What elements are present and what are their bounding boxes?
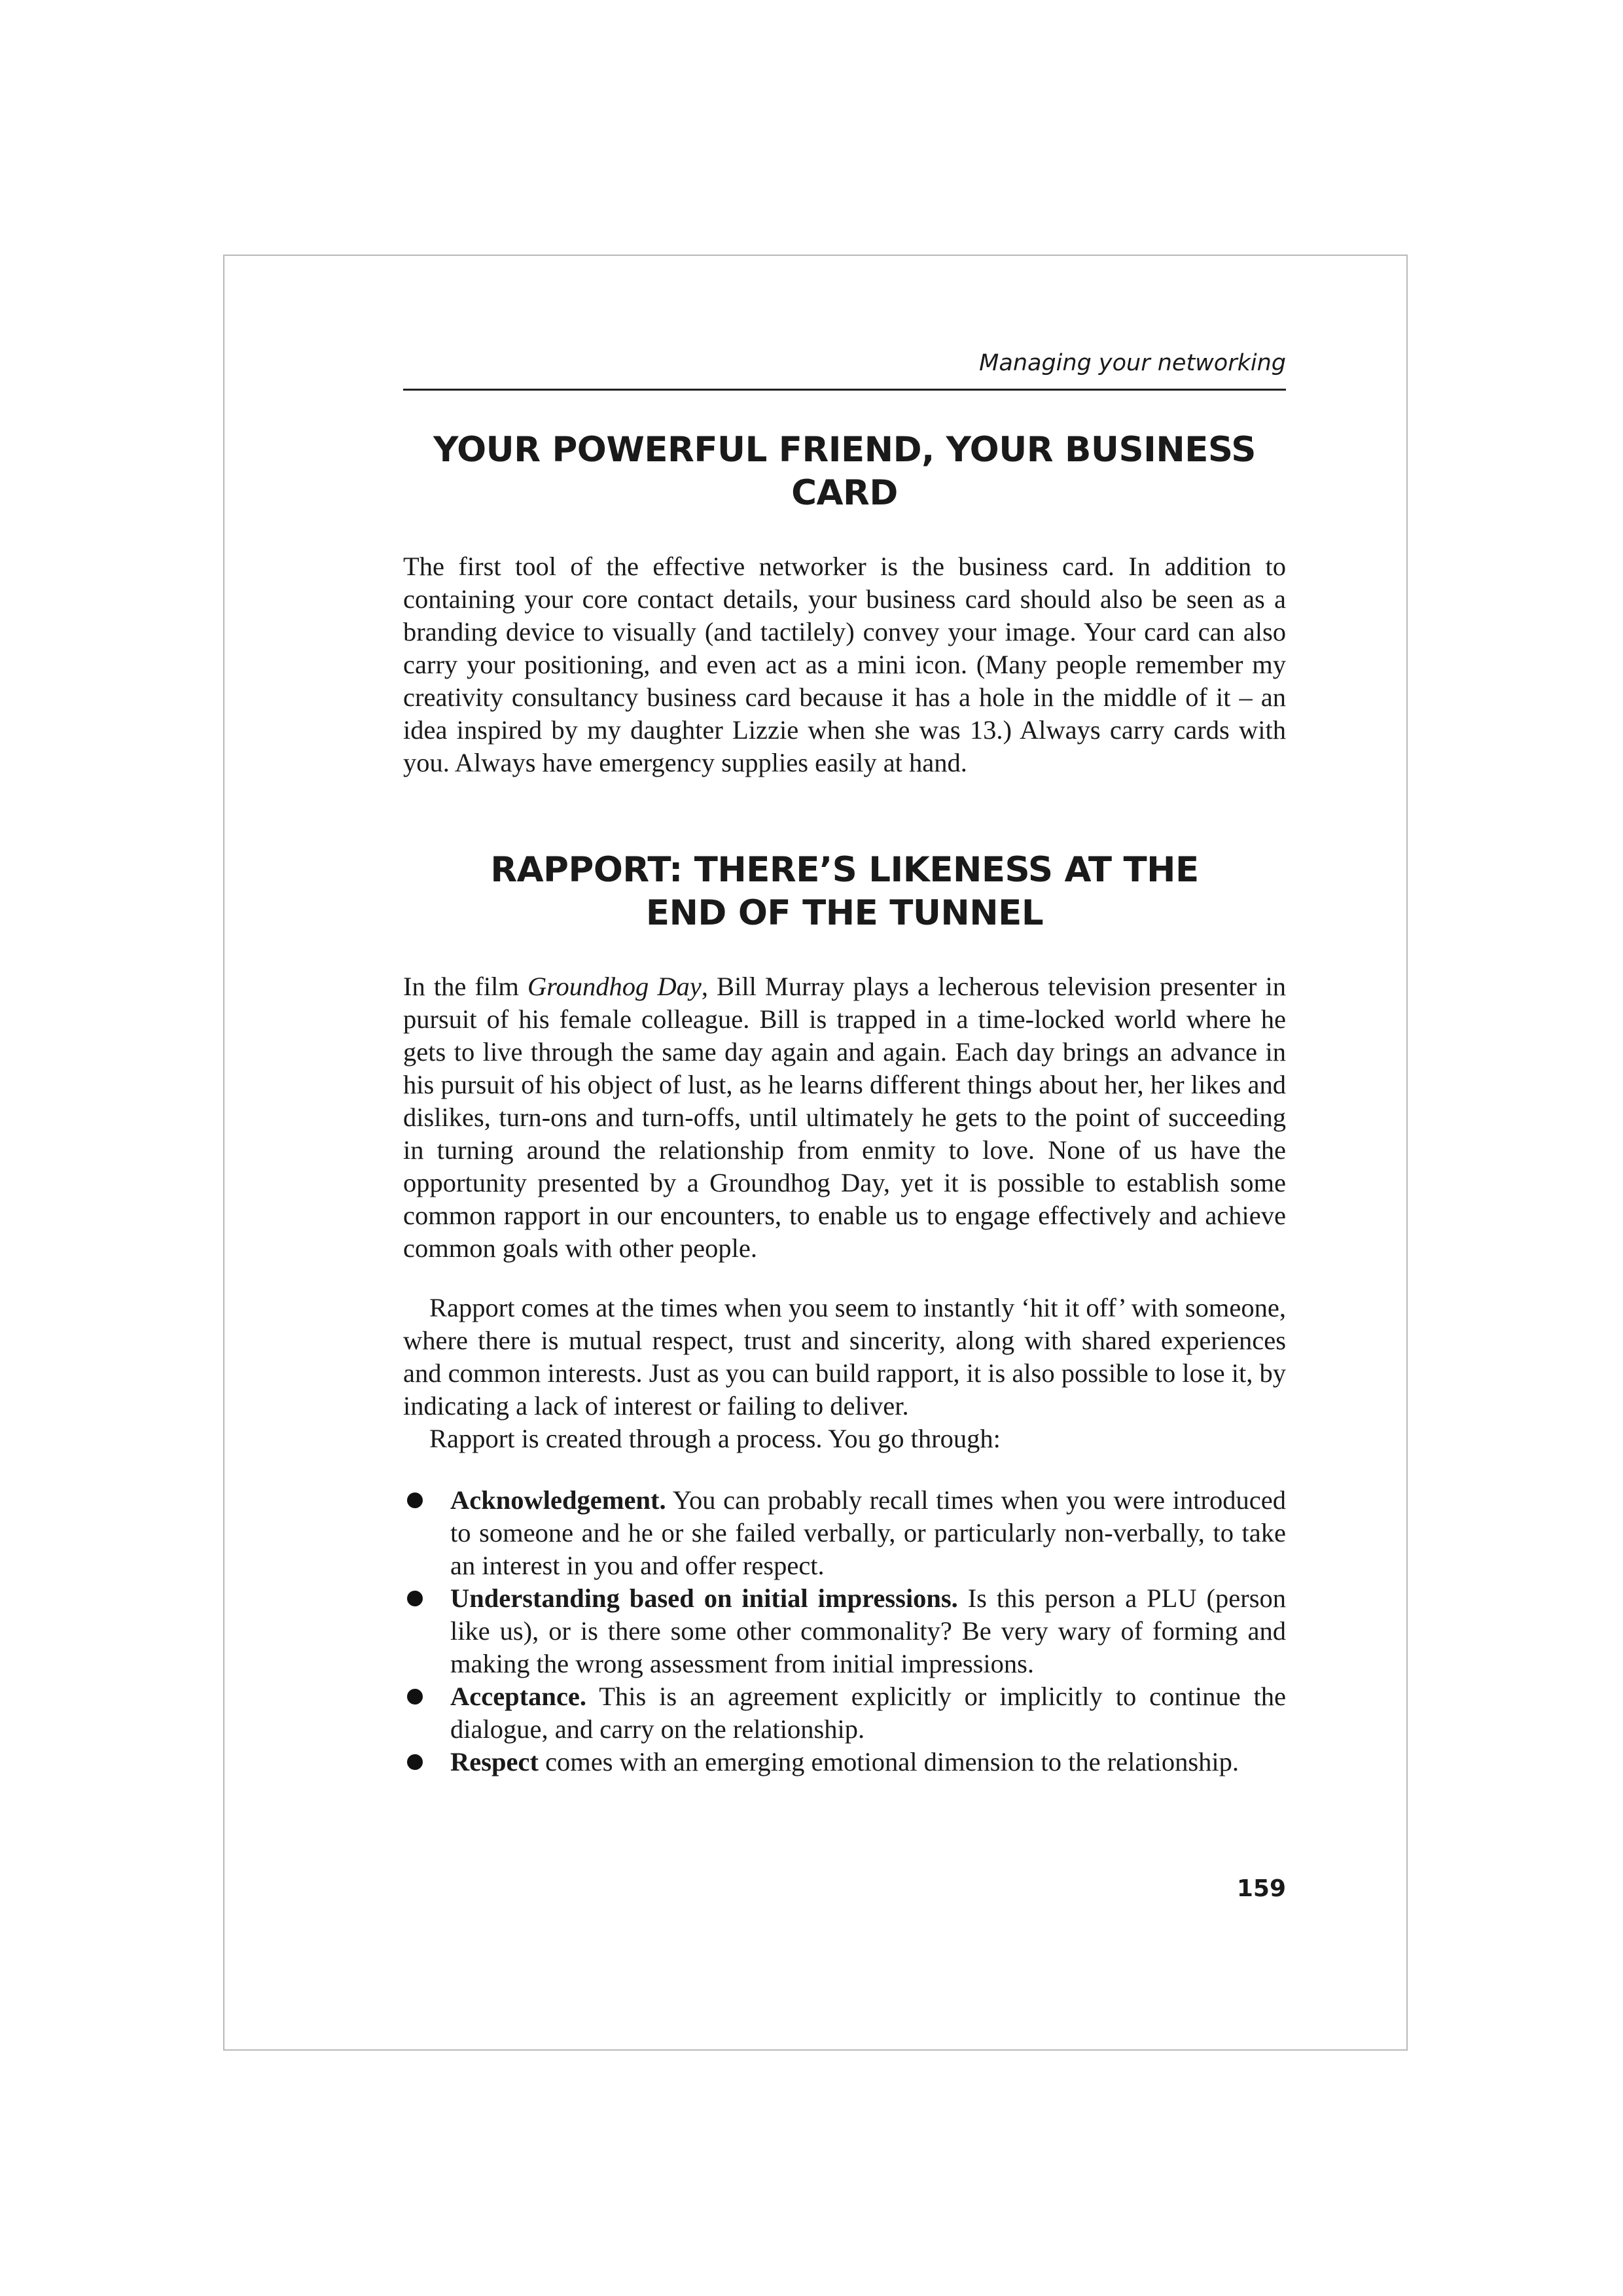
list-item-text: Is this person a PLU (person like us), or is there some other commonality? Be very wary of forming and making the wrong assessment from initial impressions. (450, 1583, 1286, 1678)
rapport-p1-start: In the film (403, 972, 527, 1001)
page-content (403, 340, 1286, 1902)
rapport-process-list (403, 1484, 1286, 1778)
list-item-term: Acceptance. (450, 1681, 587, 1711)
list-item-text: comes with an emerging emotional dimension to the relationship. (538, 1746, 1239, 1776)
bullet-icon (407, 1492, 423, 1508)
rapport-paragraph-2: Rapport comes at the times when you seem to instantly ‘hit it off’ with someone, where there is mutual respect, trust and sincerity, along with shared experiences and common interests. Just as you can build rapport, it is also possible to lose it, by indicating a lack of interest or failing to deliver. (403, 1292, 1286, 1421)
list-item-term: Understanding based on initial impressions. (450, 1583, 958, 1613)
bullet-icon (407, 1689, 423, 1704)
page-number: 159 (1236, 1875, 1286, 1902)
list-item (403, 1746, 1286, 1778)
rapport-title-line-2: END OF THE TUNNEL (645, 893, 1044, 933)
list-item (403, 1484, 1286, 1582)
list-item (403, 1582, 1286, 1680)
film-title: Groundhog Day (527, 972, 702, 1001)
list-item-text: This is an agreement explicitly or implicitly to continue the dialogue, and carry on the relationship. (450, 1681, 1286, 1744)
rapport-paragraph-1 (403, 970, 1286, 1265)
list-item-term: Acknowledgement. (450, 1485, 666, 1515)
rapport-paragraph-3: Rapport is created through a process. You go through: (429, 1423, 1001, 1453)
section-title-business-card: YOUR POWERFUL FRIEND, YOUR BUSINESS CARD (433, 430, 1256, 513)
bullet-icon (407, 1754, 423, 1770)
rapport-p1-rest: , Bill Murray plays a lecherous television presenter in pursuit of his female colleague. Bill is trapped in a time-locked world where he gets to live through the same day again and again. Each day brings an advance in his pursuit of his object of lust, as he learns different things about her, her likes and dislikes, turn-ons and turn-offs, until ultimately he gets to the point of succeeding in turning around the relationship from enmity to love. None of us have the opportunity presented by a Groundhog Day, yet it is possible to establish some common rapport in our encounters, to enable us to engage effectively and achieve common goals with other people. (403, 972, 1286, 1263)
list-item-text: You can probably recall times when you were introduced to someone and he or she failed verbally, or particularly non-verbally, to take an interest in you and offer respect. (450, 1485, 1286, 1580)
list-item (403, 1680, 1286, 1746)
section-title-rapport (403, 849, 1286, 935)
running-head: Managing your networking (403, 340, 1286, 391)
list-item-term: Respect (450, 1746, 539, 1776)
business-card-paragraph: The first tool of the effective networker is the business card. In addition to containing your core contact details, your business card should also be seen as a branding device to visually (and tactilely) convey your image. Your card can also carry your positioning, and even act as a mini icon. (Many people remember my creativity consultancy business card because it has a hole in the middle of it – an idea inspired by my daughter Lizzie when she was 13.) Always carry cards with you. Always have emergency supplies easily at hand. (403, 552, 1286, 777)
rapport-title-line-1: RAPPORT: THERE’S LIKENESS AT THE (490, 850, 1199, 890)
bullet-icon (407, 1591, 423, 1606)
